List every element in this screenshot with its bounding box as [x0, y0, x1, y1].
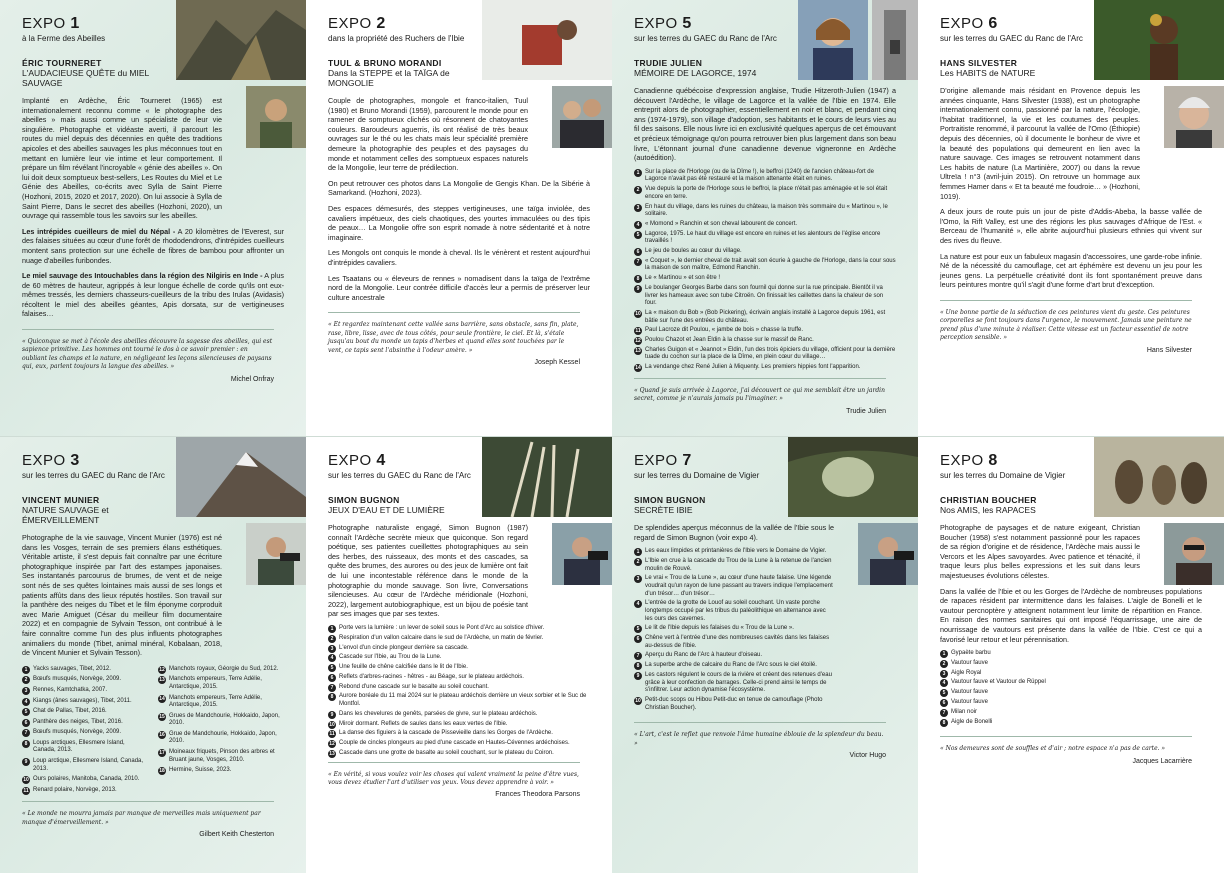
number-badge: 3: [22, 687, 30, 695]
photo-hans-silvester: [1164, 86, 1224, 148]
list-item: [634, 285, 896, 308]
number-badge: 12: [635, 338, 641, 345]
list-item: [634, 248, 896, 256]
photo-list-right: [158, 666, 284, 798]
panel-expo-1: [0, 0, 306, 436]
number-badge: 6: [22, 719, 30, 727]
list-item-text: Le jeu de boules au cœur du village.: [645, 248, 742, 255]
expo-theme: NATURE SAUVAGE et ÉMERVEILLEMENT: [22, 505, 109, 525]
expo-theme: MÉMOIRE DE LAGORCE, 1974: [634, 68, 757, 78]
photo-snow-rider: [482, 0, 612, 80]
number-badge: 9: [634, 285, 642, 293]
panel-expo-3: [0, 437, 306, 873]
list-item: [328, 684, 590, 692]
number-badge: 8: [22, 740, 30, 748]
list-item: [22, 687, 148, 695]
list-item: [634, 231, 896, 246]
list-item-text: Aigle Royal: [951, 669, 982, 676]
photo-eric-tourneret: [246, 86, 306, 148]
list-item-text: Paul Lacroze dit Poulou, « jambe de bois » chasse la truffe.: [645, 327, 803, 334]
expo-location: sur les terres du GAEC du Ranc de l'Arc: [940, 34, 1083, 43]
list-item: [634, 548, 834, 556]
list-item: [634, 337, 896, 345]
list-item-text: « Momond » Ranchin et son cheval labourent de concert.: [645, 220, 798, 227]
quote-block: « L'art, c'est le reflet que renvoie l'âme humaine éblouie de la splendeur du beau. » Victor Hugo: [634, 722, 886, 760]
expo-description: Implanté en Ardèche, Éric Tourneret (1965) est internationalement reconnu comme « le photographe des abeilles » mais aussi comme un spécialiste de leur vie singulière. Photographe et vidéaste averti, il parcourt les routes du miel depuis des décennies en quête des traditions apicoles et des abeilles sauvages les plus méconnues tout en mettant en lumière leur vie intime et leur comportement. Il prépare un film révélant l'incroyable « génie des abeilles ». On lui doit deux somptueux best-sellers, Les Routes du Miel et Le Génie des Abeilles, co-écrits avec Sylla de Saint Pierre (Hozhoni, 2015, 2020 et 2017, 2020). On lui associe à Sylla de Saint Pierre, Dans le secret des abeilles (Hozhoni, 2020), un ouvrage qui rassemble tous les savoirs sur les abeilles. Les intrépides cueilleurs de miel du Népal - A 20 kilomètres de l'Everest, sur des falaises situées au cœur d'une forêt de rhododendrons, d'intrépides cueilleurs montent sans protection sur une échelle de fibres de bambou pour affronter un nuage d'abeilles furibondes. Le miel sauvage des Intouchables dans la région des Nilgiris en Inde - A plus de 60 mètres de hauteur, agrippés à leur longue échelle de corde qu'ils ont eux-mêmes tressés, les derniers chasseurs-cueilleurs de la tribu des Irulas (Avidasis) récoltent le miel des abeilles géantes, Apis dorsata, sur de vertigineuses falaises…: [22, 96, 284, 319]
number-badge: 13: [329, 750, 335, 757]
list-item-text: « Coquet », le dernier cheval de trait avait son écurie à gauche de l'Horloge, dans la cour sous la maison de son maître, Edmond Ranchin.: [645, 257, 896, 272]
photo-list: [940, 650, 1202, 726]
photo-christian-boucher: [1164, 523, 1224, 585]
list-item: [940, 689, 1202, 697]
list-item: [328, 674, 590, 682]
expo-heading: EXPO 4: [328, 452, 386, 469]
list-item-text: Kiangs (ânes sauvages), Tibet, 2011.: [33, 697, 132, 704]
list-item-text: En haut du village, dans les ruines du château, la maison très sommaire du « Martinou », le solitaire.: [645, 203, 888, 218]
photo-frosted-grass: [482, 437, 612, 517]
list-item: [328, 645, 590, 653]
list-item-text: La « maison du Bob » (Bob Pickering), écrivain anglais installé à Lagorce depuis 1961, est bâtie sur l'une des entrées du château.: [645, 309, 886, 324]
artist-name: TRUDIE JULIEN: [634, 58, 703, 68]
list-item: [22, 698, 148, 706]
number-badge: 7: [634, 652, 642, 660]
list-item: [634, 310, 896, 325]
number-badge: 10: [23, 777, 29, 784]
photo-vincent-munier: [246, 523, 306, 585]
expo-theme: SECRÈTE IBIE: [634, 505, 693, 515]
list-item: [634, 652, 834, 660]
number-badge: 3: [634, 204, 642, 212]
number-badge: 4: [940, 679, 948, 687]
list-item-text: Le vrai « Trou de la Lune », au cœur d'une haute falaise. Une légende voudrait qu'un rayon de lune passant au travers indique l'emplacement d'un trésor… d'un trésor…: [645, 575, 833, 597]
list-item: [940, 660, 1202, 668]
panel-expo-5: [612, 0, 918, 436]
list-item-text: Chat de Pallas, Tibet, 2016.: [33, 708, 107, 715]
expo-theme: Les HABITS de NATURE: [940, 68, 1036, 78]
number-badge: 1: [940, 650, 948, 658]
number-badge: 2: [634, 186, 642, 194]
list-item: [328, 625, 590, 633]
expo-description: Couple de photographes, mongole et franco-italien, Tuul (1980) et Bruno Morandi (1959), parcourent le monde pour en ramener de somptueux clichés où résonnent de chatoyantes couleurs. Baroudeurs aguerris, ils ont réalisé de très beaux ouvrages sur le thé ou les chats mais leur spécialité première demeure la photographie des peuples et des paysages du monde et notamment celles des somptueux espaces naturels de la Mongolie, leur terre de prédilection. On peut retrouver ces photos dans La Mongolie de Gengis Khan. De la Sibérie à Samarkand. (Hozhoni, 2023). Des espaces démesurés, des steppes vertigineuses, une taïga inviolée, des cavaliers impétueux, des ciels chaotiques, des yourtes immaculées ou des tipis de peaux… La Mongolie offre son esprit nomade à notre sédentarité et à notre imaginaire. Les Mongols ont conquis le monde à cheval. Ils le vénèrent et restent aujourd'hui d'intrépides cavaliers. Les Tsaatans ou « éleveurs de rennes » nomadisent dans la taïga de l'extrême nord de la Mongolie. Leur contrée difficile d'accès leur a permis de préserver leur culture ancestrale: [328, 96, 590, 302]
list-item-text: Cascade sur l'Ibie, au Trou de la Lune.: [339, 654, 442, 661]
photo-trudie-julien: [798, 0, 868, 80]
list-item: [22, 719, 148, 727]
number-badge: 8: [940, 719, 948, 727]
list-item-text: La vendange chez René Julien à Miquenty. Les premiers hippies font l'apparition.: [645, 364, 861, 371]
number-badge: 13: [635, 347, 641, 354]
list-item: [328, 721, 590, 729]
expo-description: Photographe naturaliste engagé, Simon Bugnon (1987) connaît l'Ardèche secrète mieux que quiconque. Son regard poétique, ses patientes cueillettes photographiques au sein des herbes, des ruisseaux, des monts et des cascades, sa quête des brumes, des aurores ou des jeux de lumière ont fait de lui une incontestable référence dans le monde de la photographie du monde sauvage. Son livre, Conversations silencieuses. Au cœur de l'Ardèche méridionale (Hozhoni, 2022), largement autobiographique, est un bijou de poésie tant par ses images que par ses textes.: [328, 523, 528, 619]
list-item-text: Miroir dormant. Reflets de saules dans les eaux vertes de l'Ibie.: [339, 720, 508, 727]
list-item-text: Une feuille de chêne calcifiée dans le lit de l'Ibie.: [339, 664, 468, 671]
list-item-text: Couple de cincles plongeurs au pied d'une cascade en Hautes-Cévennes ardéchoises.: [339, 740, 570, 747]
photo-belfry-tower: [872, 0, 918, 80]
list-item-text: Vautour fauve: [951, 699, 988, 706]
number-badge: 1: [328, 625, 336, 633]
list-item-text: Rebond d'une cascade sur le basalte au soleil couchant.: [339, 683, 489, 690]
list-item: [634, 169, 896, 184]
list-item: [328, 740, 590, 748]
photo-snow-mountain-bird: [176, 437, 306, 517]
list-item-text: Grues de Mandchourie, Hokkaido, Japon, 2010.: [169, 712, 280, 727]
list-item: [328, 693, 590, 708]
quote-block: « Quand je suis arrivée à Lagorce, j'ai découvert ce qui me semblait être un jardin secret, comme je n'aurais jamais pu l'imaginer. » Trudie Julien: [634, 378, 886, 416]
number-badge: 10: [635, 697, 641, 704]
number-badge: 5: [634, 231, 642, 239]
list-item: [328, 654, 590, 662]
quote-block: « Quiconque se met à l'école des abeilles découvre la sagesse des abeilles, qui est sapience primitive. Les hommes ont tourné le dos à ce savoir premier : en oubliant les champs et la nature, en négligeant les leçons silencieuses de paysans qui, eux, parlent toujours la langue des abeilles. » Michel Onfray: [22, 329, 274, 384]
list-item-text: Porte vers la lumière : un lever de soleil sous le Pont d'Arc au solstice d'hiver.: [339, 624, 545, 631]
panel-expo-6: [918, 0, 1224, 436]
list-item-text: Aurore boréale du 11 mai 2024 sur le plateau ardéchois derrière un vieux sorbier et le Suc de Montfol.: [339, 693, 587, 707]
list-item-text: Moineaux friquets, Pinson des arbres et Bruant jaune, Vosges, 2010.: [169, 749, 275, 763]
list-item: [634, 347, 896, 362]
expo-location: sur les terres du GAEC du Ranc de l'Arc: [634, 34, 777, 43]
artist-name: SIMON BUGNON: [634, 495, 706, 505]
list-item-text: Le « Martinou » et son être !: [645, 275, 721, 282]
number-badge: 6: [634, 635, 642, 643]
list-item-text: La superbe arche de calcaire du Ranc de l'Arc sous le ciel étoilé.: [645, 662, 817, 669]
list-item-text: Bœufs musqués, Norvège, 2009.: [33, 676, 122, 683]
number-badge: 7: [634, 258, 642, 266]
number-badge: 13: [159, 677, 165, 684]
list-item: [634, 258, 896, 273]
photo-beekeeper-cliff: [176, 0, 306, 80]
list-item-text: Vautour fauve et Vautour de Rüppel: [951, 679, 1046, 686]
list-item: [158, 767, 284, 775]
number-badge: 12: [159, 666, 165, 673]
list-item: [634, 672, 834, 695]
number-badge: 10: [635, 310, 641, 317]
list-item-text: Aigle de Bonelli: [951, 718, 993, 725]
expo-heading: EXPO 6: [940, 15, 998, 32]
number-badge: 8: [634, 275, 642, 283]
list-item: [158, 731, 284, 746]
number-badge: 3: [328, 645, 336, 653]
number-badge: 14: [159, 695, 165, 702]
list-item-text: Loups arctiques, Ellesmere Island, Canada, 2013.: [33, 739, 125, 754]
expo-description: Photographe de paysages et de nature exigeant, Christian Boucher (1958) s'est notamment passionné pour les rapaces de sa région d'origine et de résidence, l'Ardèche mais aussi le Vercors et les Alpes savoyardes. Avec patience et ténacité, il traque leurs plus belles expressions et les suit dans leurs majestueuses évolutions célestes. Dans la vallée de l'Ibie et ou les Gorges de l'Ardèche de nombreuses populations de rapaces résident par intermittence dans les falaises. L'aigle de Bonelli et le vautour percnoptère y atteignent notamment leur limite de répartition en France. En raison des normes sanitaires qui ont imposé l'équarrissage, une aire de nourrissage de vautours est présente dans la vallée de l'Ibie. C'est ce qui a favorisé leur retour et leur pérennisation.: [940, 523, 1202, 644]
list-item-text: Bœufs musqués, Norvège, 2009.: [33, 729, 122, 736]
list-item-text: Petit-duc scops ou Hibou Petit-duc en tenue de camouflage (Photo Christian Boucher).: [645, 696, 823, 711]
number-badge: 9: [328, 711, 336, 719]
list-item: [158, 676, 284, 691]
list-item: [634, 575, 834, 598]
list-item-text: Vautour fauve: [951, 689, 988, 696]
list-item-text: Hermine, Suisse, 2023.: [169, 767, 232, 774]
expo-location: sur les terres du Domaine de Vigier: [634, 471, 760, 480]
expo-location: à la Ferme des Abeilles: [22, 34, 106, 43]
list-item-text: Milan noir: [951, 708, 978, 715]
list-item: [634, 662, 834, 670]
list-item: [158, 749, 284, 764]
expo-theme: Dans la STEPPE et la TAÏGA de MONGOLIE: [328, 68, 450, 88]
expo-description: D'origine allemande mais résidant en Provence depuis les années cinquante, Hans Silvester (1938), est un photographe internationalement connu, passionné par la nature, l'écologie, l'habitat traditionnel, la vie et les coutumes des peuples. Portraitiste renommé, il parcourut la vallée de l'Omo (Éthiopie) depuis des décennies, où il documente le bonheur de vivre et la beauté des populations qui demeurent en lien avec la nature sauvage. Ces images se retrouvent notamment dans Les habits de nature (La Martinière, 2007) ou dans la revue Ultreïa ! n°3 (avril-juin 2015). On retrouve un hommage aux femmes Hamer dans « Et ta beauté me foudroie… » (Hozhoni, 1019). A deux jours de route puis un jour de piste d'Addis-Abeba, la basse vallée de l'Omo, la Rift Valley, est une des régions les plus sauvages d'Afrique de l'Est. « Berceau de l'humanité », elle abrite aujourd'hui plusieurs ethnies qui vivent sur des rives du fleuve. La nature est pour eux un fabuleux magasin d'accessoires, une garde-robe infinie. Né de la nécessité du camouflage, cet art éphémère est devenu un jeu pour les jeunes gens. La perpétuelle créativité dont ils font spontanément preuve dans leurs peintures montre qu'il s'agit d'une forme d'art brut d'exception.: [940, 86, 1202, 290]
photo-simon-bugnon: [858, 523, 918, 585]
list-item-text: Yacks sauvages, Tibet, 2012.: [33, 665, 111, 672]
quote-author: Victor Hugo: [849, 751, 886, 759]
artist-name: HANS SILVESTER: [940, 58, 1018, 68]
row-divider: [0, 436, 1224, 437]
list-item-text: Les eaux limpides et printanières de l'Ibie vers le Domaine de Vigier.: [645, 548, 827, 555]
number-badge: 3: [634, 575, 642, 583]
list-item: [158, 666, 284, 674]
number-badge: 2: [634, 558, 642, 566]
number-badge: 2: [22, 676, 30, 684]
list-item: [328, 664, 590, 672]
number-badge: 9: [634, 672, 642, 680]
list-item-text: Lagorce, 1975. Le haut du village est encore en ruines et les alentours de l'église encore travaillés !: [645, 230, 881, 245]
expo-location: sur les terres du Domaine de Vigier: [940, 471, 1066, 480]
panel-expo-8: [918, 437, 1224, 873]
list-item: [634, 204, 896, 219]
quote-author: Joseph Kessel: [534, 358, 580, 366]
list-item: [22, 676, 148, 684]
list-item: [634, 635, 834, 650]
list-item: [158, 713, 284, 728]
list-item-text: Loup arctique, Ellesmere Island, Canada, 2013.: [33, 758, 144, 772]
expo-description: Canadienne québécoise d'expression anglaise, Trudie Hitzeroth-Julien (1947) a découvert l'Ardèche, le village de Lagorce et la vallée de l'Ibie en 1974. Elle entreprit alors de photographier, essentiellement en noir et blanc, et pendant cinq ans (1974-1979), son village d'adoption, ses habitants et le cours de leurs vies au fil des saisons. Elle nous livre ici en exclusivité quelques aperçus de cet émouvant et précieux témoignage qu'on pourra retrouver bien plus largement dans son beau livre, L'étonnant journal d'une canadienne devenue vigneronne en Ardèche (autoédition).: [634, 86, 896, 163]
list-item-text: Poulou Chazot et Jean Eldin à la chasse sur le massif de Ranc.: [645, 337, 814, 344]
panel-expo-7: [612, 437, 918, 873]
list-item-text: Rennes, Kamtchatka, 2007.: [33, 686, 108, 693]
list-item: [634, 275, 896, 283]
list-item-text: Cascade dans une grotte de basalte au soleil couchant, sur le plateau du Coiron.: [339, 749, 554, 756]
list-item: [634, 327, 896, 335]
artist-name: TUUL & BRUNO MORANDI: [328, 58, 442, 68]
artist-name: VINCENT MUNIER: [22, 495, 100, 505]
number-badge: 16: [159, 731, 165, 738]
list-item: [328, 750, 590, 758]
number-badge: 6: [634, 248, 642, 256]
expo-location: sur les terres du GAEC du Ranc de l'Arc: [328, 471, 471, 480]
list-item: [634, 600, 834, 623]
photo-omo-painted-man: [1094, 0, 1224, 80]
number-badge: 1: [634, 548, 642, 556]
photo-vultures: [1094, 437, 1224, 517]
list-item: [940, 719, 1202, 727]
panel-expo-2: [306, 0, 612, 436]
list-item-text: Respiration d'un vallon calcaire dans le sud de l'Ardèche, un matin de février.: [339, 634, 544, 641]
photo-list: [634, 169, 896, 372]
number-badge: 1: [634, 169, 642, 177]
expo-description: Photographe de la vie sauvage, Vincent Munier (1976) est né dans les Vosges, terrain de ses premiers élans esthétiques. Véritable artiste, il s'est depuis fait connaître par une écriture photographique inspirée par l'art des estampes japonaises. Ses instantanés parcourus de brumes, de vent et de neige sont nés de ses quêtes lointaines mais aussi de ses longs et patients affûts dans des lieux réputés hostiles. Son travail sur la panthère des neiges du Tibet et le film éponyme corproduit avec Marie Amiguet (César du meilleur film documentaire 2022) et en compagnie de Sylvain Tesson, ont contribué à le faire connaître comme l'un des plus influents photographes animaliers du monde (Tibet, animal minéral, Kobalaan, 2018, de Vincent Munier et Sylvain Tesson).: [22, 533, 222, 658]
list-item-text: L'entrée de la grotte de Louof au soleil couchant. Un vaste porche longtemps occupé par les tribus du paléolithique en alternance avec les ours des cavernes.: [645, 600, 826, 622]
number-badge: 5: [328, 664, 336, 672]
expo-location: sur les terres du GAEC du Ranc de l'Arc: [22, 471, 165, 480]
list-item: [22, 729, 148, 737]
number-badge: 4: [328, 654, 336, 662]
number-badge: 2: [328, 635, 336, 643]
quote-block: « Le monde ne mourra jamais par manque de merveilles mais uniquement par manque d'émerveillement. » Gilbert Keith Chesterton: [22, 801, 274, 839]
number-badge: 3: [940, 670, 948, 678]
list-item-text: Dans les chevelures de genêts, parsées de givre, sur le plateau ardéchois.: [339, 710, 538, 717]
list-item-text: Grue de Mandchourie, Hokkaido, Japon, 2010.: [169, 730, 277, 745]
list-item-text: La danse des figuiers à la cascade de Pissevieille dans les Gorges de l'Ardèche.: [339, 730, 553, 737]
expo-heading: EXPO 1: [22, 15, 80, 32]
list-item-text: Gypaète barbu: [951, 650, 991, 657]
number-badge: 5: [22, 708, 30, 716]
number-badge: 12: [329, 741, 335, 748]
quote-block: « En vérité, si vous voulez voir les choses qui valent vraiment la peine d'être vues, vous devez étudier l'art d'utiliser vos yeux. Vous devez apprendre à voir. » Frances Theodora Parsons: [328, 762, 580, 800]
quote-author: Trudie Julien: [846, 407, 886, 415]
expo-heading: EXPO 7: [634, 452, 692, 469]
number-badge: 8: [634, 662, 642, 670]
number-badge: 10: [329, 721, 335, 728]
expo-heading: EXPO 3: [22, 452, 80, 469]
quote-block: « Une bonne partie de la séduction de ces peintures vient du geste. Ces peintures corporelles se font toujours dans l'urgence, le mouvement. Jamais une peinture ne prend plus d'une minute à réaliser. Cette vitesse est un facteur essentiel de notre perception sensible. » Hans Silvester: [940, 300, 1192, 355]
list-item-text: Panthère des neiges, Tibet, 2016.: [33, 718, 123, 725]
number-badge: 1: [22, 666, 30, 674]
expo-heading: EXPO 2: [328, 15, 386, 32]
expo-description: De splendides aperçus méconnus de la vallée de l'Ibie sous le regard de Simon Bugnon (voir expo 4).: [634, 523, 834, 542]
list-item: [22, 708, 148, 716]
artist-name: SIMON BUGNON: [328, 495, 400, 505]
number-badge: 2: [940, 660, 948, 668]
list-item: [22, 666, 148, 674]
photo-tuul-bruno-morandi: [552, 86, 612, 148]
number-badge: 14: [635, 365, 641, 372]
number-badge: 11: [329, 731, 335, 738]
number-badge: 15: [159, 713, 165, 720]
list-item-text: Renard polaire, Norvège, 2013.: [33, 786, 117, 793]
list-item-text: L'Ibie en crue à la cascade du Trou de la Lune à la retenue de l'ancien moulin de Rouvé.: [645, 557, 832, 572]
list-item: [634, 625, 834, 633]
number-badge: 7: [940, 709, 948, 717]
list-item: [22, 758, 148, 773]
list-item: [22, 787, 148, 795]
quote-author: Gilbert Keith Chesterton: [199, 831, 274, 839]
list-item: [940, 650, 1202, 658]
quote-block: « Nos demeures sont de souffles et d'air ; notre espace n'a pas de carte. » Jacques Lacarrière: [940, 736, 1192, 766]
expo-heading: EXPO 5: [634, 15, 692, 32]
photo-rock-arch: [788, 437, 918, 517]
section-title-nepal: Les intrépides cueilleurs de miel du Népal -: [22, 226, 176, 236]
photo-simon-bugnon: [552, 523, 612, 585]
list-item: [158, 695, 284, 710]
number-badge: 7: [22, 729, 30, 737]
list-item: [634, 221, 896, 229]
list-item-text: Vautour fauve: [951, 659, 988, 666]
number-badge: 6: [328, 674, 336, 682]
number-badge: 6: [940, 699, 948, 707]
artist-name: CHRISTIAN BOUCHER: [940, 495, 1037, 505]
list-item: [634, 364, 896, 372]
number-badge: 7: [328, 684, 336, 692]
list-item-text: Manchots empereurs, Terre Adélie, Antarctique, 2015.: [169, 694, 262, 709]
number-badge: 4: [634, 221, 642, 229]
expo-theme: JEUX D'EAU ET DE LUMIÈRE: [328, 505, 445, 515]
list-item: [940, 699, 1202, 707]
list-item: [634, 186, 896, 201]
number-badge: 5: [634, 625, 642, 633]
list-item: [328, 711, 590, 719]
list-item: [328, 730, 590, 738]
expo-heading: EXPO 8: [940, 452, 998, 469]
panel-expo-4: [306, 437, 612, 873]
expo-theme: Nos AMIS, les RAPACES: [940, 505, 1036, 515]
number-badge: 4: [634, 600, 642, 608]
list-item-text: Aperçu du Ranc de l'Arc à hauteur d'oiseau.: [645, 652, 763, 659]
list-item-text: Ours polaires, Manitoba, Canada, 2010.: [33, 776, 140, 783]
number-badge: 5: [940, 689, 948, 697]
list-item: [328, 635, 590, 643]
list-item-text: Reflets d'arbres-racines - hêtres - au Béage, sur le plateau ardéchois.: [339, 673, 524, 680]
list-item: [940, 670, 1202, 678]
quote-author: Michel Onfray: [230, 375, 274, 383]
number-badge: 11: [23, 787, 29, 794]
list-item: [634, 697, 834, 712]
quote-block: « Et regardez maintenant cette vallée sans barrière, sans obstacle, sans fin, plate, rase, libre, lisse, avec de tous côtés, pour seule frontière, le ciel. Et là, s'étale jusqu'au bout du monde un tapis d'herbes et quand elles sont touchées par le vent, ce tapis sent l'absinthe à l'odeur amère. » Joseph Kessel: [328, 312, 580, 367]
list-item: [940, 679, 1202, 687]
list-item-text: L'envol d'un cincle plongeur derrière sa cascade.: [339, 644, 469, 651]
list-item-text: Le boulanger Georges Barbe dans son fournil qui donne sur la rue principale. Bientôt il va livrer les hameaux avec son tube Citroën. On finissait les caillettes dans la chaleur de son four.: [645, 284, 884, 307]
quote-author: Frances Theodora Parsons: [495, 791, 580, 799]
list-item: [940, 709, 1202, 717]
list-item-text: Chêne vert à l'entrée d'une des nombreuses cavités dans les falaises au-dessus de l'Ibie.: [645, 635, 830, 649]
list-item: [22, 776, 148, 784]
list-item: [634, 558, 834, 573]
section-title-nilgiris: Le miel sauvage des Intouchables dans la région des Nilgiris en Inde -: [22, 271, 263, 281]
number-badge: 9: [22, 758, 30, 766]
quote-author: Hans Silvester: [1146, 346, 1192, 354]
list-item-text: Sur la place de l'Horloge (ou de la Dîme !), le beffroi (1240) de l'ancien château-fort de Lagorce n'avait pas été restauré et la maison attenante était en ruines.: [645, 168, 874, 183]
photo-list: [328, 625, 590, 758]
list-item-text: Les castors régulent le cours de la rivière et créent des retenues d'eau grâce à leur confection de barrages. Celle-ci prend ainsi le temps de s'infiltrer. Leur action dynamise l'écosystème.: [645, 672, 832, 694]
photo-list-columns: [22, 666, 284, 798]
list-item-text: Vue depuis la porte de l'Horloge sous le beffroi, la place n'était pas aménagée et le sol était encore en terre.: [645, 186, 888, 200]
photo-list: [634, 548, 834, 712]
number-badge: 4: [22, 698, 30, 706]
list-item-text: Manchots royaux, Géorgie du Sud, 2012.: [169, 665, 279, 672]
quote-author: Jacques Lacarrière: [1132, 757, 1192, 765]
expo-theme: L'AUDACIEUSE QUÊTE du MIEL SAUVAGE: [22, 68, 149, 88]
list-item-text: Manchots empereurs, Terre Adélie, Antarctique, 2015.: [169, 676, 262, 690]
number-badge: 11: [635, 328, 641, 335]
photo-list-left: [22, 666, 148, 798]
list-item: [22, 740, 148, 755]
number-badge: 18: [159, 768, 165, 775]
number-badge: 8: [328, 693, 336, 701]
artist-name: ÉRIC TOURNERET: [22, 58, 102, 68]
list-item-text: Charles Guigon et « Jeannot » Eldin, l'un des trois épiciers du village, officient pour la dernière tuade du cochon sur la place de la Dîme, en plein cœur du village…: [645, 346, 896, 361]
number-badge: 17: [159, 750, 165, 757]
list-item-text: Le lit de l'Ibie depuis les falaises du « Trou de la Lune ».: [645, 625, 794, 632]
expo-location: dans la propriété des Ruchers de l'Ibie: [328, 34, 465, 43]
